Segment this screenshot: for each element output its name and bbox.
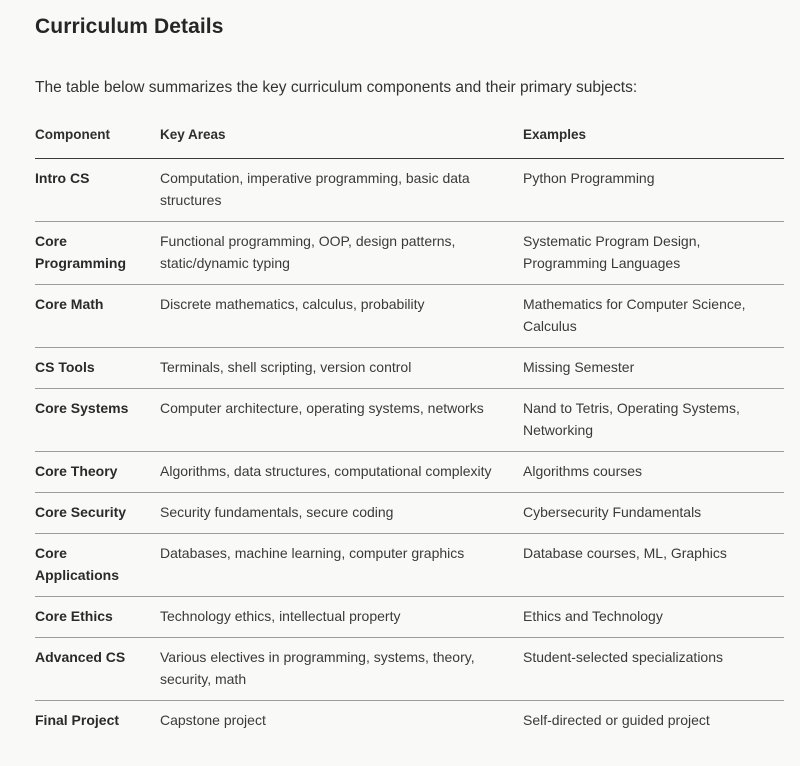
- page-title: Curriculum Details: [35, 15, 224, 38]
- header-component: Component: [35, 118, 160, 159]
- cell-examples: Missing Semester: [523, 348, 784, 389]
- header-key-areas: Key Areas: [160, 118, 523, 159]
- cell-key-areas: Security fundamentals, secure coding: [160, 493, 523, 534]
- table-row: [35, 389, 784, 452]
- cell-examples: Self-directed or guided project: [523, 712, 710, 728]
- cell-key-areas: Algorithms, data structures, computational complexity: [160, 452, 523, 493]
- cell-component: CS Tools: [35, 348, 160, 389]
- cell-examples: Ethics and Technology: [523, 597, 784, 638]
- table-row: [35, 222, 784, 285]
- cell-component: Advanced CS: [35, 638, 160, 701]
- header-row: [35, 118, 784, 159]
- curriculum-table: [35, 118, 784, 741]
- cell-component: Core Applications: [35, 534, 160, 597]
- cell-examples: Nand to Tetris, Operating Systems, Networking: [523, 389, 784, 452]
- cell-examples: Mathematics for Computer Science, Calculus: [523, 285, 784, 348]
- cell-examples: Cybersecurity Fundamentals: [523, 493, 784, 534]
- cell-key-areas: Various electives in programming, systems, theory, security, math: [160, 638, 523, 701]
- table-row: [35, 285, 784, 348]
- cell-key-areas: Computation, imperative programming, basic data structures: [160, 159, 523, 222]
- cell-examples: Systematic Program Design, Programming Languages: [523, 222, 784, 285]
- table-row: [35, 159, 784, 222]
- table-row: [35, 701, 784, 742]
- table-body: [35, 159, 784, 742]
- cell-component: Final Project: [35, 712, 120, 728]
- table-row: [35, 493, 784, 534]
- table-row: [35, 534, 784, 597]
- intro-paragraph: The table below summarizes the key curriculum components and their primary subjects:: [35, 79, 638, 96]
- cell-key-areas: Computer architecture, operating systems, networks: [160, 389, 523, 452]
- table-header: [35, 118, 784, 159]
- cell-examples: Python Programming: [523, 159, 784, 222]
- cell-key-areas: Terminals, shell scripting, version control: [160, 348, 523, 389]
- cell-component: Core Security: [35, 493, 160, 534]
- cell-examples: Student-selected specializations: [523, 638, 784, 701]
- cell-key-areas: Discrete mathematics, calculus, probability: [160, 285, 523, 348]
- cell-component: Core Systems: [35, 389, 160, 452]
- table-row: [35, 597, 784, 638]
- cell-component: Core Programming: [35, 222, 160, 285]
- cell-component: Core Theory: [35, 452, 160, 493]
- table-row: [35, 452, 784, 493]
- cell-key-areas: Functional programming, OOP, design patterns, static/dynamic typing: [160, 222, 523, 285]
- cell-examples: Algorithms courses: [523, 452, 784, 493]
- header-examples: Examples: [523, 118, 784, 159]
- cell-component: Core Math: [35, 285, 160, 348]
- cell-examples: Database courses, ML, Graphics: [523, 534, 784, 597]
- cell-component: Intro CS: [35, 159, 160, 222]
- cell-key-areas: Databases, machine learning, computer graphics: [160, 534, 523, 597]
- table-row: [35, 348, 784, 389]
- cell-key-areas: Technology ethics, intellectual property: [160, 597, 523, 638]
- cell-component: Core Ethics: [35, 597, 160, 638]
- table-row: [35, 638, 784, 701]
- cell-key-areas: Capstone project: [160, 712, 266, 728]
